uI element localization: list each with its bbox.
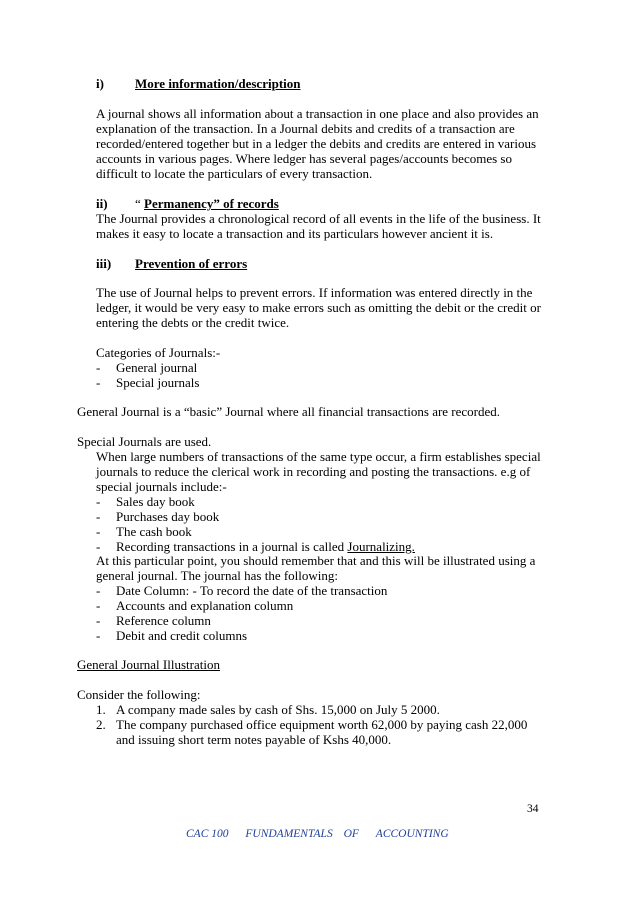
special-item: The cash book (116, 524, 192, 539)
footer (186, 828, 449, 840)
example-line: The company purchased office equipment worth 62,000 by paying cash 22,000 (116, 717, 528, 732)
illustration-heading: General Journal Illustration (77, 657, 220, 672)
special-para-line: journals to reduce the clerical work in recording and posting the transactions. e.g of (96, 464, 531, 479)
category-item: Special journals (116, 375, 200, 390)
general-journal-text: General Journal is a “basic” Journal where all financial transactions are recorded. (77, 404, 501, 419)
section-i-para-line: recorded/entered together but in a ledger the debits and credits are entered in various (96, 136, 537, 151)
journalizing-term: Journalizing. (347, 539, 415, 554)
footer-word: OF (343, 828, 359, 840)
bullet-dash: - (96, 509, 101, 524)
bullet-dash: - (96, 583, 101, 598)
section-i-number: i) (96, 76, 104, 91)
bullet-dash: - (96, 524, 101, 539)
section-iii-para-line: The use of Journal helps to prevent errors. If information was entered directly in the (96, 285, 533, 300)
consider-text: Consider the following: (77, 687, 201, 702)
special-para-line: When large numbers of transactions of the same type occur, a firm establishes special (96, 449, 541, 464)
column-item: Reference column (116, 613, 211, 628)
open-quote: “ (135, 196, 141, 211)
footer-word: FUNDAMENTALS (245, 828, 333, 840)
section-ii-heading: Permanency” of records (144, 196, 279, 211)
section-i-para-line: explanation of the transaction. In a Journal debits and credits of a transaction are (96, 121, 515, 136)
section-iii-heading: Prevention of errors (135, 256, 248, 271)
section-i-para-line: A journal shows all information about a transaction in one place and also provides an (96, 106, 539, 121)
special-item: Purchases day book (116, 509, 220, 524)
footer-course-code: CAC 100 (186, 828, 229, 840)
categories-title: Categories of Journals:- (96, 345, 221, 360)
column-item: Debit and credit columns (116, 628, 248, 643)
bullet-dash: - (96, 598, 101, 613)
column-item: Date Column: - To record the date of the transaction (116, 583, 388, 598)
recording-line (116, 539, 415, 554)
special-para2-line: At this particular point, you should remember that and this will be illustrated using a (96, 553, 536, 568)
bullet-dash: - (96, 539, 101, 554)
section-iii-para-line: ledger, it would be very easy to make errors such as omitting the debit or the credit or (96, 300, 541, 315)
recording-prefix: Recording transactions in a journal is called (116, 539, 348, 554)
section-i-heading: More information/description (135, 76, 301, 91)
column-item: Accounts and explanation column (116, 598, 294, 613)
example-line: A company made sales by cash of Shs. 15,000 on July 5 2000. (116, 702, 440, 717)
bullet-dash: - (96, 613, 101, 628)
special-para-line: special journals include:- (96, 479, 227, 494)
bullet-dash: - (96, 628, 101, 643)
special-para2-line: general journal. The journal has the following: (96, 568, 338, 583)
category-item: General journal (116, 360, 198, 375)
special-intro: Special Journals are used. (77, 434, 212, 449)
section-iii-para-line: entering the debts or the credit twice. (96, 315, 290, 330)
special-item: Sales day book (116, 494, 195, 509)
section-ii-para-line: The Journal provides a chronological record of all events in the life of the business. It (96, 211, 541, 226)
section-iii-number: iii) (96, 256, 112, 271)
section-ii-para-line: makes it easy to locate a transaction and its particulars however ancient it is. (96, 226, 494, 241)
bullet-dash: - (96, 494, 101, 509)
section-i-para-line: accounts in various pages. Where ledger has several pages/accounts becomes so (96, 151, 512, 166)
example-number: 2. (96, 717, 106, 732)
footer-word: ACCOUNTING (375, 828, 449, 840)
section-i-para-line: difficult to locate the particulars of every transaction. (96, 166, 373, 181)
bullet-dash: - (96, 375, 101, 390)
section-ii-number: ii) (96, 196, 108, 211)
bullet-dash: - (96, 360, 101, 375)
example-line: and issuing short term notes payable of Kshs 40,000. (116, 732, 392, 747)
page-number: 34 (527, 803, 539, 815)
example-number: 1. (96, 702, 106, 717)
section-ii-heading-wrap (135, 196, 279, 211)
